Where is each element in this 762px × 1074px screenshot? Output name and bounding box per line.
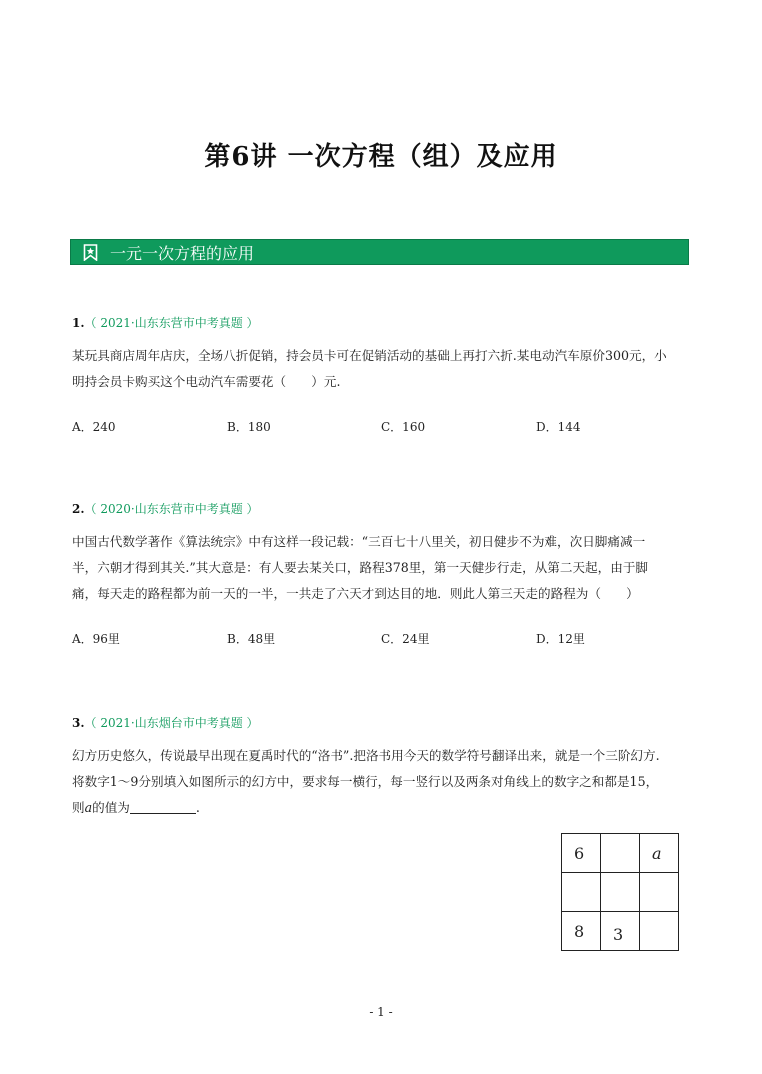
question-line: 中国古代数学著作《算法统宗》中有这样一段记载：“三百七十八里关，初日健步不为难，次日脚痛减一: [72, 534, 646, 549]
question-2-header: [72, 500, 259, 517]
question-line: 半，六朝才得到其关.”其大意是：有人要去某关口，路程378里，第一天健步行走，从第二天起，由于脚: [72, 560, 649, 575]
bookmark-star-icon: [83, 244, 98, 261]
section-title: 一元一次方程的应用: [110, 243, 255, 263]
grid-cell: 8: [562, 912, 601, 951]
option-a[interactable]: A．240: [72, 420, 116, 434]
option-c[interactable]: C．160: [381, 420, 426, 434]
question-1-header: [72, 314, 259, 331]
question-number: 1.: [72, 316, 85, 330]
grid-cell: [640, 912, 679, 951]
question-source: （ 2020·山东东营市中考真题 ）: [84, 502, 259, 516]
grid-cell: 6: [562, 834, 601, 873]
question-3-text: [72, 743, 692, 821]
question-3-header: [72, 714, 259, 731]
option-c[interactable]: C．24里: [381, 632, 430, 646]
question-line: 将数字1～9分别填入如图所示的幻方中，要求每一横行，每一竖行以及两条对角线上的数字之和都是15，: [72, 774, 659, 789]
question-source: （ 2021·山东东营市中考真题 ）: [84, 316, 259, 330]
option-a[interactable]: A．96里: [72, 632, 120, 646]
variable-a: a: [84, 800, 93, 815]
question-line: 明持会员卡购买这个电动汽车需要花（ ）元.: [72, 374, 341, 389]
page-title: 第6讲 一次方程（组）及应用: [204, 142, 558, 172]
question-number: 3.: [72, 716, 85, 730]
grid-cell: 3: [601, 912, 640, 951]
grid-cell: [562, 873, 601, 912]
question-line: 痛，每天走的路程都为前一天的一半，一共走了六天才到达目的地．则此人第三天走的路程为（ ）: [72, 586, 639, 601]
section-header: [70, 239, 689, 265]
question-line: 幻方历史悠久，传说最早出现在夏禹时代的“洛书”.把洛书用今天的数学符号翻译出来，就是一个三阶幻方.: [72, 748, 660, 763]
grid-cell: [601, 834, 640, 873]
answer-blank[interactable]: [130, 799, 196, 814]
page-number: - 1 -: [369, 1005, 393, 1019]
question-line-last: 则a的值为 .: [72, 800, 200, 815]
question-source: （ 2021·山东烟台市中考真题 ）: [84, 716, 259, 730]
grid-cell: [601, 873, 640, 912]
magic-square-grid: [561, 833, 679, 951]
question-line: 某玩具商店周年店庆，全场八折促销，持会员卡可在促销活动的基础上再打六折.某电动汽车原价300元，小: [72, 348, 667, 363]
option-d[interactable]: D．144: [536, 420, 581, 434]
option-b[interactable]: B．180: [227, 420, 271, 434]
question-number: 2.: [72, 502, 85, 516]
option-d[interactable]: D．12里: [536, 632, 585, 646]
grid-cell: a: [640, 834, 679, 873]
grid-cell: [640, 873, 679, 912]
question-2-text: [72, 529, 692, 607]
option-b[interactable]: B．48里: [227, 632, 276, 646]
question-1-text: [72, 343, 692, 395]
